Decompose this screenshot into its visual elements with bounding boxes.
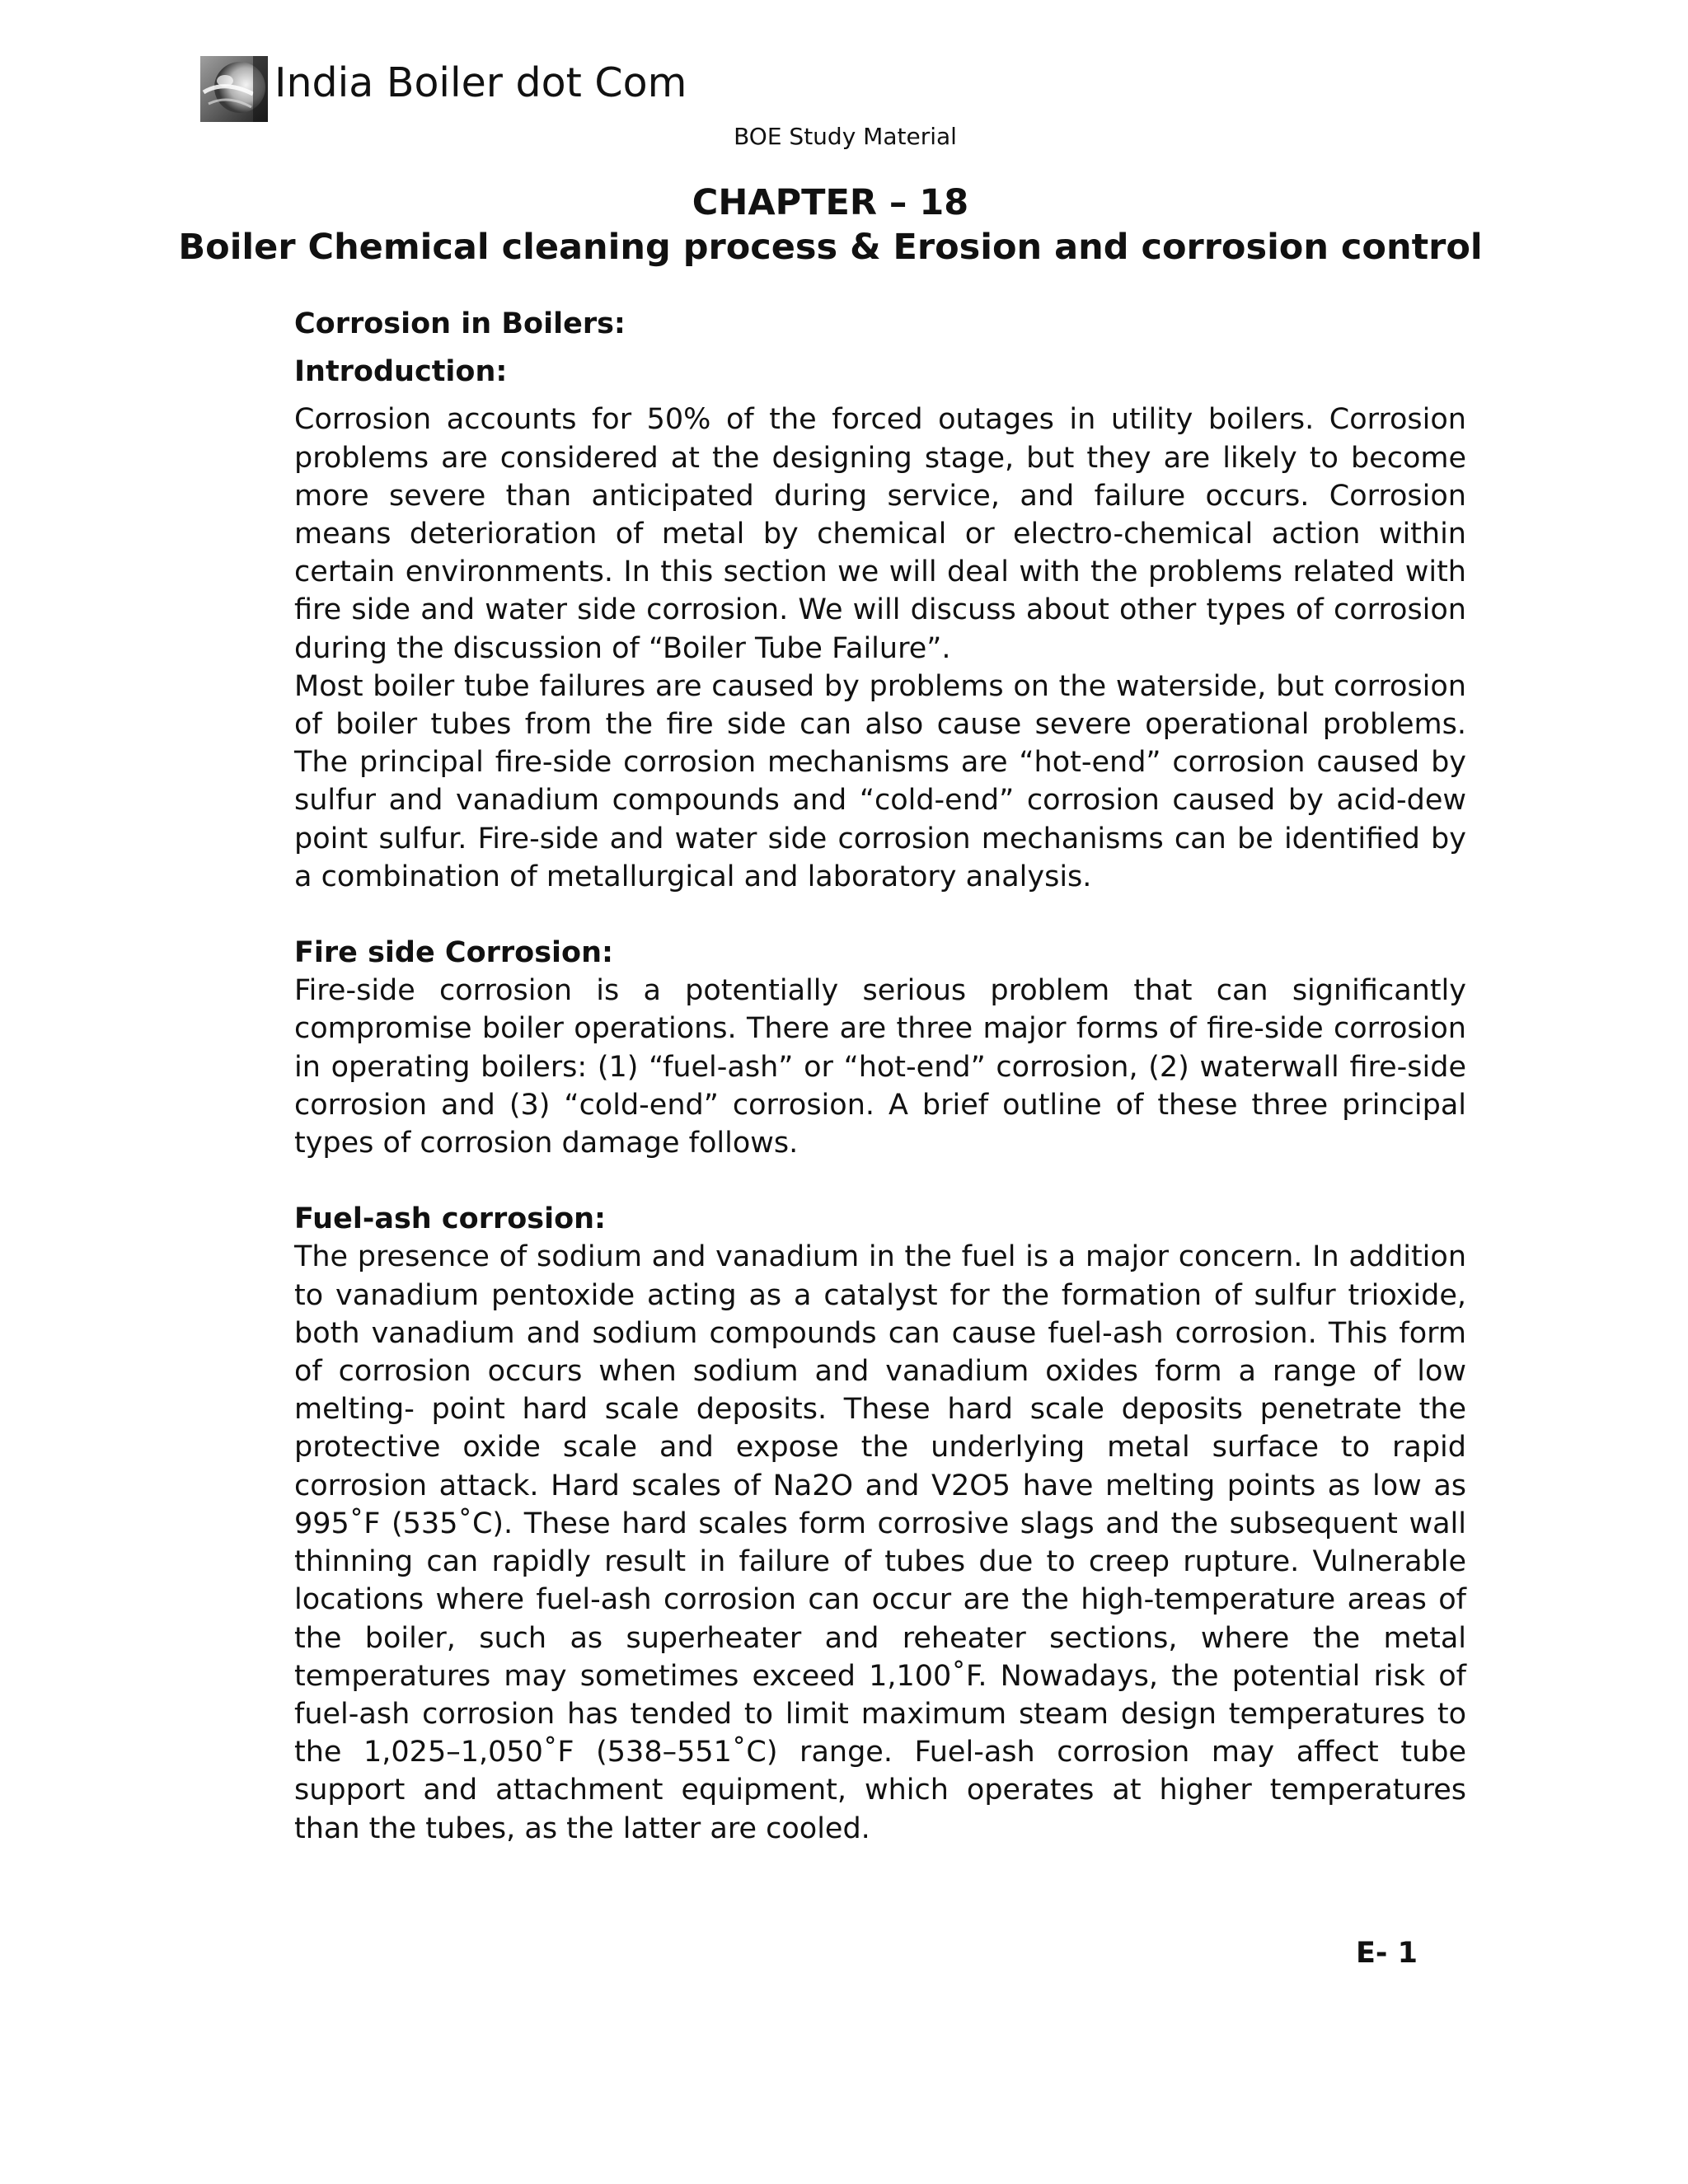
document-body: [294, 305, 1466, 1848]
fuel-ash-corrosion-heading: Fuel-ash corrosion:: [294, 1202, 607, 1236]
corrosion-in-boilers-heading: Corrosion in Boilers:: [294, 307, 626, 340]
chapter-title: Boiler Chemical cleaning process & Erosion and corrosion control: [178, 227, 1483, 268]
introduction-paragraph-2: Most boiler tube failures are caused by problems on the waterside, but corrosion of boiler tubes from the fire side can also cause severe operational problems. The principal fire-side corrosion mechanisms are “hot-end” corrosion caused by sulfur and vanadium compounds and “cold-end” corrosion caused by acid-dew point sulfur. Fire-side and water side corrosion mechanisms can be identified by a combination of metallurgical and laboratory analysis.: [294, 669, 1466, 893]
brand-name: India Boiler dot Com: [274, 59, 687, 106]
introduction-paragraph-1: Corrosion accounts for 50% of the forced outages in utility boilers. Corrosion problems are considered at the designing stage, but they are likely to become more severe than anticipated during service, and failure occurs. Corrosion means deterioration of metal by chemical or electro-chemical action within certain environments. In this section we will deal with the problems related with fire side and water side corrosion. We will discuss about other types of corrosion during the discussion of “Boiler Tube Failure”.: [294, 403, 1466, 665]
study-material-text: BOE Study Material: [734, 123, 957, 150]
chapter-number: CHAPTER – 18: [692, 182, 969, 223]
fire-side-corrosion-heading: Fire side Corrosion:: [294, 936, 613, 970]
fuel-ash-corrosion-paragraph: The presence of sodium and vanadium in the fuel is a major concern. In addition to vanadium pentoxide acting as a catalyst for the formation of sulfur trioxide, both vanadium and sodium compounds can cause fuel-ash corrosion. This form of corrosion occurs when sodium and vanadium oxides form a range of low melting- point hard scale deposits. These hard scale deposits penetrate the protective oxide scale and expose the underlying metal surface to rapid corrosion attack. Hard scales of Na2O and V2O5 have melting points as low as 995˚F (535˚C). These hard scales form corrosive slags and the subsequent wall thinning can rapidly result in failure of tubes due to creep rupture. Vulnerable locations where fuel-ash corrosion can occur are the high-temperature areas of the boiler, such as superheater and reheater sections, where the metal temperatures may sometimes exceed 1,100˚F. Nowadays, the potential risk of fuel-ash corrosion has tended to limit maximum steam design temperatures to the 1,025–1,050˚F (538–551˚C) range. Fuel-ash corrosion may affect tube support and attachment equipment, which operates at higher temperatures than the tubes, as the latter are cooled.: [294, 1240, 1466, 1845]
fire-side-corrosion-paragraph: Fire-side corrosion is a potentially serious problem that can significantly compromise boiler operations. There are three major forms of fire-side corrosion in operating boilers: (1) “fuel-ash” or “hot-end” corrosion, (2) waterwall fire-side corrosion and (3) “cold-end” corrosion. A brief outline of these three principal types of corrosion damage follows.: [294, 974, 1466, 1160]
india-boiler-logo-icon: [200, 56, 268, 122]
introduction-heading: Introduction:: [294, 355, 508, 389]
study-material-label: [0, 120, 1688, 153]
page-number: E- 1: [1356, 1937, 1418, 1970]
